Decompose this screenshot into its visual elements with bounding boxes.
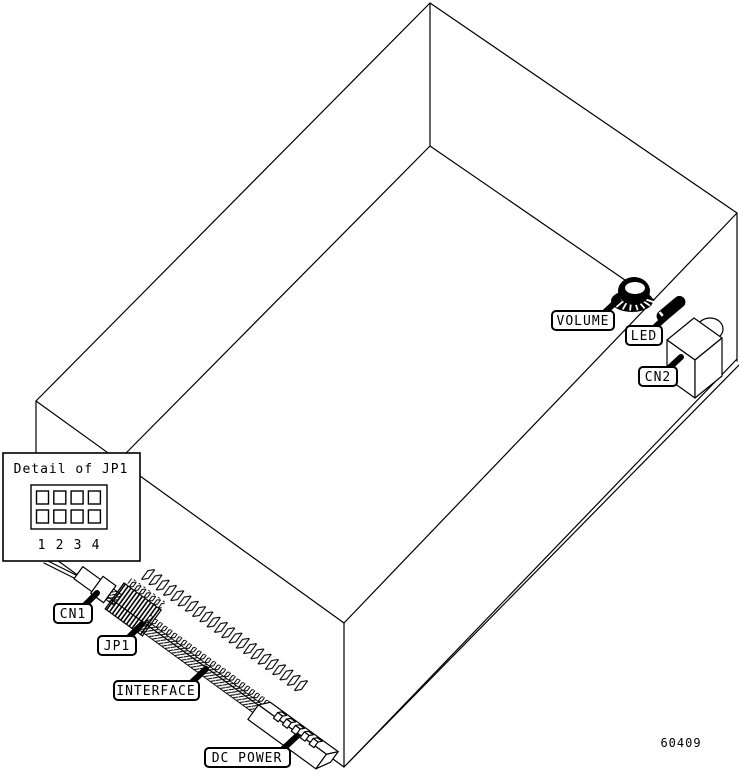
jp1-pad	[71, 510, 83, 523]
interface-label: INTERFACE	[116, 684, 196, 699]
led-label: LED	[630, 329, 658, 344]
detail-inset-title: Detail of JP1	[13, 462, 129, 477]
callout-interface	[114, 669, 206, 700]
rim-edge-top-right	[430, 3, 737, 213]
figure-number: 60409	[660, 736, 702, 750]
cn1-label: CN1	[59, 607, 87, 622]
volume-label: VOLUME	[556, 314, 610, 329]
base-edge-right-inner	[349, 359, 737, 762]
jp1-pad	[54, 491, 66, 504]
chassis-wireframe	[36, 3, 739, 767]
base-edge-right-outer	[344, 365, 739, 767]
jp1-pad	[37, 491, 49, 504]
callout-volume	[552, 300, 618, 330]
volume-knob	[611, 277, 653, 312]
jp1-label: JP1	[103, 639, 131, 654]
interior-floor-right-edge	[430, 146, 654, 300]
callout-cn2	[639, 357, 681, 386]
dc-power-label: DC POWER	[211, 751, 283, 766]
pin-number: 4	[91, 538, 101, 553]
jp1-pad	[88, 491, 100, 504]
jp1-pad	[71, 491, 83, 504]
rim-edge-front-right	[344, 213, 737, 623]
callout-jp1	[98, 624, 142, 655]
pin-number: 2	[55, 538, 65, 553]
jp1-pad	[37, 510, 49, 523]
knob-top-face	[625, 282, 645, 294]
jp1-pad	[54, 510, 66, 523]
pin-number: 3	[73, 538, 83, 553]
detail-inset	[3, 453, 140, 561]
callout-led	[626, 317, 666, 345]
jp1-pad	[88, 510, 100, 523]
callout-cn1	[54, 593, 97, 623]
pin-number: 1	[37, 538, 47, 553]
cn2-label: CN2	[644, 370, 672, 385]
rim-edge-top-left	[36, 3, 430, 401]
